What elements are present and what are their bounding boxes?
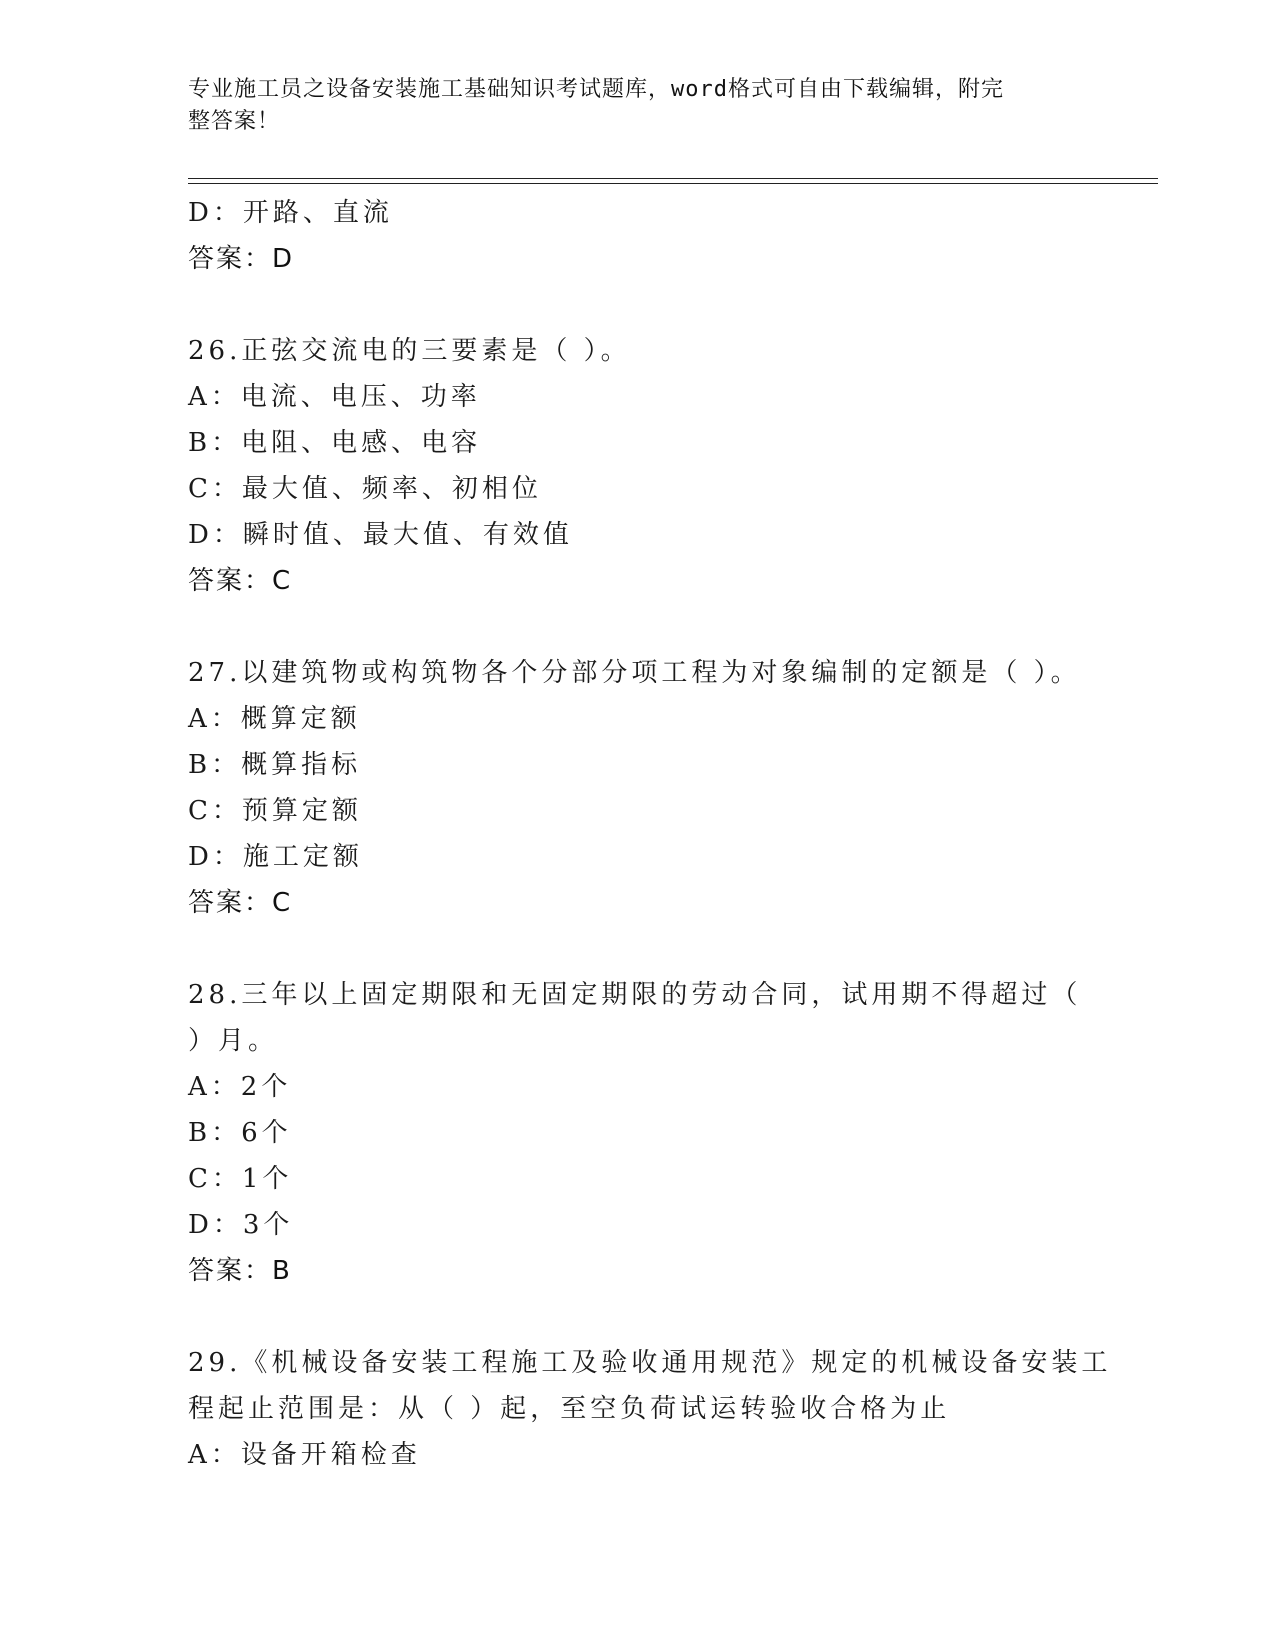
question-stem-line-2: 程起止范围是：从（ ）起，至空负荷试运转验收合格为止 <box>188 1394 951 1424</box>
option-a: A：电流、电压、功率 <box>188 382 481 412</box>
option-d: D：瞬时值、最大值、有效值 <box>188 520 573 550</box>
question-25-tail <box>188 190 1108 282</box>
option-b: B：电阻、电感、电容 <box>188 428 482 458</box>
option-d: D：开路、直流 <box>188 198 393 228</box>
document-header <box>188 74 1068 138</box>
spacer <box>188 926 1108 972</box>
option-d: D：施工定额 <box>188 842 363 872</box>
question-stem-line-1: 29.《机械设备安装工程施工及验收通用规范》规定的机械设备安装工 <box>188 1348 1112 1378</box>
spacer <box>188 1294 1108 1340</box>
answer-line: 答案：C <box>188 566 293 596</box>
answer-line: 答案：C <box>188 888 293 918</box>
question-stem-line-1: 28.三年以上固定期限和无固定期限的劳动合同，试用期不得超过（ <box>188 980 1082 1010</box>
option-c: C：预算定额 <box>188 796 362 826</box>
question-stem-line-2: ）月。 <box>188 1026 279 1056</box>
question-27 <box>188 650 1108 926</box>
answer-line: 答案：B <box>188 1256 292 1286</box>
spacer <box>188 604 1108 650</box>
option-b: B：概算指标 <box>188 750 362 780</box>
option-c: C：最大值、频率、初相位 <box>188 474 542 504</box>
option-a: A：概算定额 <box>188 704 361 734</box>
option-c: C：1个 <box>188 1164 293 1194</box>
header-divider-bottom <box>188 183 1158 184</box>
question-29 <box>188 1340 1112 1478</box>
question-28 <box>188 972 1108 1294</box>
question-content <box>188 190 1112 1478</box>
option-d: D：3个 <box>188 1210 294 1240</box>
option-b: B：6个 <box>188 1118 292 1148</box>
question-stem: 26.正弦交流电的三要素是（ ）。 <box>188 336 631 366</box>
question-stem: 27.以建筑物或构筑物各个分部分项工程为对象编制的定额是（ ）。 <box>188 658 1081 688</box>
option-a: A：设备开箱检查 <box>188 1440 421 1470</box>
header-line-2: 整答案！ <box>188 109 281 134</box>
spacer <box>188 282 1108 328</box>
header-divider-top <box>188 178 1158 179</box>
header-line-1: 专业施工员之设备安装施工基础知识考试题库，word格式可自由下载编辑，附完 <box>188 77 1004 102</box>
question-26 <box>188 328 1108 604</box>
answer-line: 答案：D <box>188 244 295 274</box>
option-a: A：2个 <box>188 1072 292 1102</box>
